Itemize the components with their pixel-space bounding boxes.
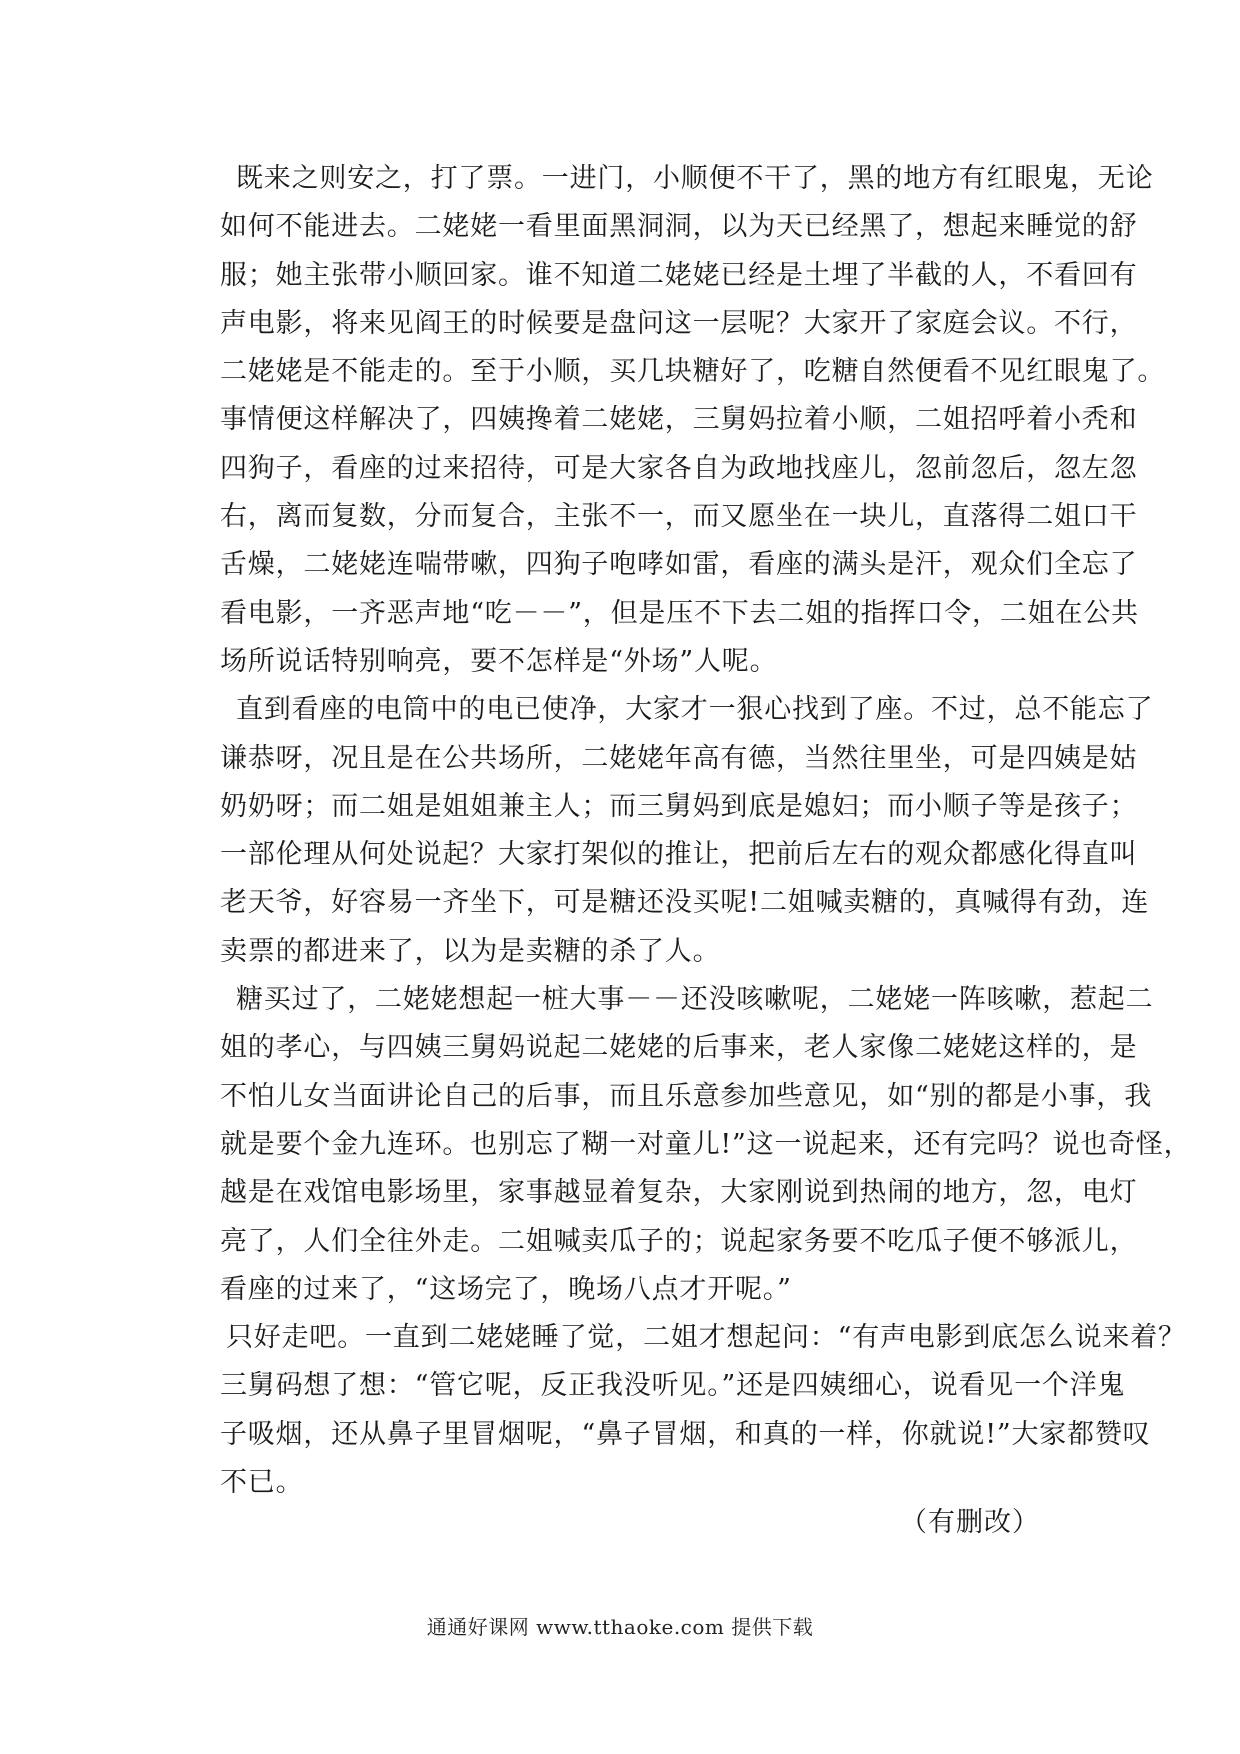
text-line: 看座的过来了，“这场完了，晚场八点才开呢。” <box>220 1273 792 1305</box>
text-line: 谦恭呀，况且是在公共场所，二姥姥年高有德，当然往里坐，可是四姨是姑 <box>220 742 1138 774</box>
footer-source-line: 通通好课网 www.tthaoke.com 提供下载 <box>426 1615 814 1639</box>
article-body <box>220 155 1192 1507</box>
text-line: 就是要个金九连环。也别忘了糊一对童儿!”这一说起来，还有完吗？说也奇怪， <box>220 1128 1192 1160</box>
text-line: 老天爷，好容易一齐坐下，可是糖还没买呢!二姐喊卖糖的，真喊得有劲，连 <box>220 887 1150 919</box>
text-line: 奶奶呀；而二姐是姐姐兼主人；而三舅妈到底是媳妇；而小顺子等是孩子； <box>220 790 1138 822</box>
text-line: 只好走吧。一直到二姥姥睡了觉，二姐才想起问：“有声电影到底怎么说来着？ <box>226 1322 1186 1354</box>
text-line: 舌燥，二姥姥连喘带嗽，四狗子咆哮如雷，看座的满头是汗，观众们全忘了 <box>220 549 1138 581</box>
text-line: 事情便这样解决了，四姨搀着二姥姥，三舅妈拉着小顺，二姐招呼着小秃和 <box>220 404 1138 436</box>
text-line: 越是在戏馆电影场里，家事越显着复杂，大家刚说到热闹的地方，忽，电灯 <box>220 1177 1138 1209</box>
text-line: 三舅码想了想：“管它呢，反正我没听见。”还是四姨细心，说看见一个洋鬼 <box>220 1370 1126 1402</box>
text-line: 声电影，将来见阎王的时候要是盘问这一层呢？大家开了家庭会议。不行， <box>220 307 1138 339</box>
text-line: 子吸烟，还从鼻子里冒烟呢，“鼻子冒烟，和真的一样，你就说!”大家都赞叹 <box>220 1418 1151 1450</box>
paragraph-2 <box>220 686 1154 976</box>
text-line: 四狗子，看座的过来招待，可是大家各自为政地找座儿，忽前忽后，忽左忽 <box>220 452 1138 484</box>
text-line: 不怕儿女当面讲论自己的后事，而且乐意参加些意见，如“别的都是小事，我 <box>220 1080 1153 1112</box>
text-line: 糖买过了，二姥姥想起一桩大事－－还没咳嗽呢，二姥姥一阵咳嗽，惹起二 <box>236 984 1154 1016</box>
revision-note: （有删改） <box>900 1507 1040 1538</box>
text-line: 如何不能进去。二姥姥一看里面黑洞洞，以为天已经黑了，想起来睡觉的舒 <box>220 211 1138 243</box>
paragraph-4 <box>220 1314 1186 1507</box>
text-line: 服；她主张带小顺回家。谁不知道二姥姥已经是土埋了半截的人，不看回有 <box>220 259 1138 291</box>
text-line: 看电影，一齐恶声地“吃－－”，但是压不下去二姐的指挥口令，二姐在公共 <box>220 597 1139 629</box>
text-line: 不已。 <box>220 1467 304 1499</box>
text-line: 一部伦理从何处说起？大家打架似的推让，把前后左右的观众都感化得直叫 <box>220 839 1138 871</box>
paragraph-1 <box>220 155 1166 686</box>
text-line: 二姥姥是不能走的。至于小顺，买几块糖好了，吃糖自然便看不见红眼鬼了。 <box>220 356 1166 388</box>
text-line: 场所说话特别响亮，要不怎样是“外场”人呢。 <box>220 645 778 677</box>
text-line: 卖票的都进来了，以为是卖糖的杀了人。 <box>220 935 721 967</box>
text-line: 右，离而复数，分而复合，主张不一，而又愿坐在一块儿，直落得二姐口干 <box>220 501 1138 533</box>
text-line: 姐的孝心，与四姨三舅妈说起二姥姥的后事来，老人家像二姥姥这样的，是 <box>220 1032 1138 1064</box>
text-line: 既来之则安之，打了票。一进门，小顺便不干了，黑的地方有红眼鬼，无论 <box>236 163 1154 194</box>
text-line: 亮了，人们全往外走。二姐喊卖瓜子的；说起家务要不吃瓜子便不够派儿， <box>220 1225 1138 1257</box>
paragraph-3 <box>220 976 1192 1314</box>
text-line: 直到看座的电筒中的电已使净，大家才一狠心找到了座。不过，总不能忘了 <box>236 694 1154 726</box>
